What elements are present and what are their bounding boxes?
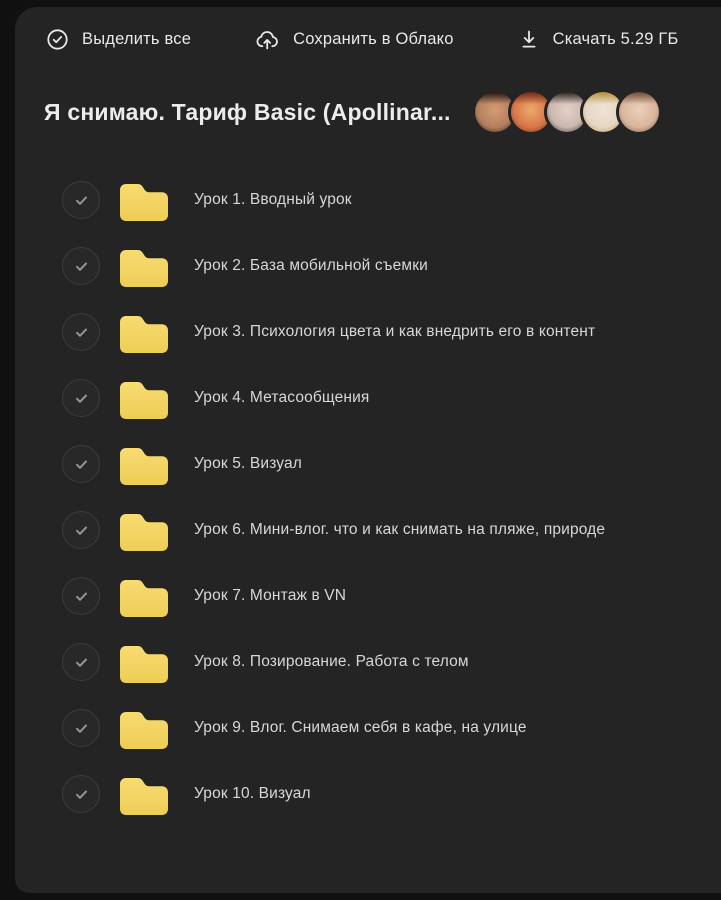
row-checkbox[interactable] <box>62 181 100 219</box>
folder-row[interactable] <box>62 441 721 487</box>
folder-icon <box>118 509 170 551</box>
participant-avatar-5 <box>619 92 659 132</box>
row-checkbox[interactable] <box>62 643 100 681</box>
folder-icon <box>118 443 170 485</box>
folder-label: Урок 8. Позирование. Работа с телом <box>194 653 469 670</box>
cloud-upload-icon <box>255 28 280 51</box>
row-checkbox[interactable] <box>62 709 100 747</box>
folder-row[interactable] <box>62 705 721 751</box>
folder-icon <box>118 311 170 353</box>
page-title: Я снимаю. Тариф Basic (Apollinar... <box>44 98 451 125</box>
row-checkbox[interactable] <box>62 577 100 615</box>
row-checkbox[interactable] <box>62 313 100 351</box>
checkmark-icon <box>73 258 90 275</box>
checkmark-icon <box>73 786 90 803</box>
row-checkbox[interactable] <box>62 511 100 549</box>
folder-row[interactable] <box>62 639 721 685</box>
check-circle-icon <box>46 28 69 51</box>
checkmark-icon <box>73 588 90 605</box>
avatar-group <box>475 92 659 132</box>
folder-label: Урок 2. База мобильной съемки <box>194 257 428 274</box>
checkmark-icon <box>73 720 90 737</box>
folder-label: Урок 4. Метасообщения <box>194 389 370 406</box>
folder-row[interactable] <box>62 573 721 619</box>
row-checkbox[interactable] <box>62 775 100 813</box>
select-all-button[interactable] <box>46 28 191 51</box>
download-icon <box>518 28 540 51</box>
folder-row[interactable] <box>62 177 721 223</box>
folder-label: Урок 6. Мини-влог. что и как снимать на пляже, природе <box>194 521 606 538</box>
folder-row[interactable] <box>62 507 721 553</box>
checkmark-icon <box>73 390 90 407</box>
row-checkbox[interactable] <box>62 445 100 483</box>
checkmark-icon <box>73 456 90 473</box>
folder-label: Урок 10. Визуал <box>194 785 311 802</box>
folder-icon <box>118 773 170 815</box>
save-to-cloud-button[interactable] <box>255 28 453 51</box>
participant-avatar-1 <box>475 92 515 132</box>
folder-icon <box>118 179 170 221</box>
checkmark-icon <box>73 324 90 341</box>
folder-row[interactable] <box>62 771 721 817</box>
save-to-cloud-label: Сохранить в Облако <box>293 29 454 48</box>
folder-label: Урок 3. Психология цвета и как внедрить его в контент <box>194 323 596 340</box>
participant-avatar-3 <box>547 92 587 132</box>
participant-avatar-4 <box>583 92 623 132</box>
folder-icon <box>118 641 170 683</box>
row-checkbox[interactable] <box>62 247 100 285</box>
file-list-panel <box>15 7 721 893</box>
folder-icon <box>118 245 170 287</box>
folder-row[interactable] <box>62 309 721 355</box>
download-label: Скачать 5.29 ГБ <box>552 29 679 48</box>
checkmark-icon <box>73 522 90 539</box>
checkmark-icon <box>73 654 90 671</box>
folder-icon <box>118 575 170 617</box>
row-checkbox[interactable] <box>62 379 100 417</box>
folder-row[interactable] <box>62 243 721 289</box>
folder-icon <box>118 707 170 749</box>
folder-label: Урок 5. Визуал <box>194 455 302 472</box>
folder-list <box>15 177 721 817</box>
folder-label: Урок 7. Монтаж в VN <box>194 587 347 604</box>
folder-row[interactable] <box>62 375 721 421</box>
participant-avatar-2 <box>511 92 551 132</box>
folder-label: Урок 1. Вводный урок <box>194 191 352 208</box>
checkmark-icon <box>73 192 90 209</box>
toolbar <box>15 7 721 53</box>
folder-icon <box>118 377 170 419</box>
select-all-label: Выделить все <box>82 29 192 48</box>
download-button[interactable] <box>518 28 679 51</box>
header <box>44 91 721 133</box>
folder-label: Урок 9. Влог. Снимаем себя в кафе, на улице <box>194 719 527 736</box>
